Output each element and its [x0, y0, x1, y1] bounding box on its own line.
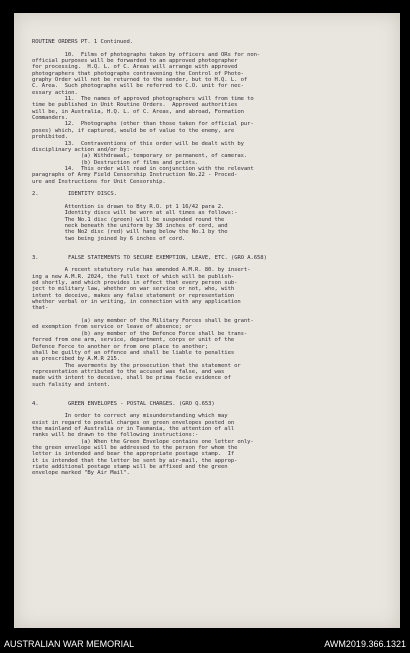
section-4-heading: GREEN ENVELOPES - POSTAL CHARGES. (GRO Q.653) [68, 400, 215, 407]
text-line: 14. This order will read in conjunction with the relevant [32, 165, 254, 172]
text-line: 11. The names of approved photographers will from time to [32, 96, 254, 103]
text-line: prohibited. [32, 134, 68, 141]
text-line: ed shortly, and which provides in effect that every person sub- [32, 280, 238, 287]
text-line: In order to correct any misunderstanding which may [32, 413, 228, 420]
section-4-number: 4. [32, 400, 39, 407]
text-line: representation attributed to the accused was false, and was [32, 368, 225, 375]
text-line: the No2 disc (red) will hang below the No.1 by the [32, 229, 228, 236]
text-line: two being joined by 6 inches of cord. [32, 235, 186, 242]
text-line: the green envelope will be addressed to the person for whom the [32, 445, 238, 451]
text-line: (a) Withdrawal, temporary or permanent, of cameras. [32, 153, 248, 160]
section-4-body [32, 413, 394, 476]
text-line: ject to military law, whether on war service or not, who, with [32, 286, 235, 293]
text-line: paragraphs of Army Field Censorship Instruction No.22 - Proced- [32, 172, 238, 179]
text-line: shall be guilty of an offence and shall be liable to penalties [32, 349, 235, 356]
text-line: official purposes will be forwarded to an approved photographer [32, 58, 238, 65]
section-1-paragraphs [32, 52, 394, 185]
text-line: disciplinary action and/or by:- [32, 146, 134, 153]
footer-institution: AUSTRALIAN WAR MEMORIAL [4, 639, 135, 649]
text-line: Defence Force to another or from one place to another; [32, 343, 209, 350]
text-line: for processing. H.Q. L. of C. Areas will arrange with approved [32, 64, 238, 71]
text-line: (a) any member of the Military Forces shall be grant- [32, 318, 254, 325]
section-3-heading: FALSE STATEMENTS TO SECURE EXEMPTION, LEAVE, ETC. (GRO A.658) [68, 254, 267, 261]
document-page [14, 13, 400, 628]
text-line: The averments by the prosecution that the statement or [32, 362, 241, 369]
text-line: time be published in Unit Routine Orders. Approved authorities [32, 102, 238, 109]
text-line: made with intent to deceive, shall be prima facie evidence of [32, 375, 231, 382]
text-line: ranks will be drawn to the following instructions:- [32, 432, 199, 439]
text-line: 12. Photographs (other than those taken for official pur- [32, 121, 254, 128]
text-line: (a) When the Green Envelope contains one letter only- [32, 438, 254, 445]
text-line: riate additional postage stamp will be affixed and the green [32, 464, 228, 471]
text-line: (b) Destruction of films and prints. [32, 159, 199, 166]
text-line: envelope marked "By Air Mail". [32, 470, 130, 477]
text-line: graphy Order will not be returned to the sender, but to H.Q. L. of [32, 77, 248, 84]
text-line: poses) which, if captured, would be of value to the enemy, are [32, 127, 235, 134]
footer-accession-number: AWM2019.366.1321 [324, 639, 406, 649]
text-line: whether verbal or in writing, in connection with any application [32, 299, 241, 306]
text-line: exist in regard to postal charges on green envelopes posted on [32, 419, 235, 426]
text-line: intent to deceive, makes any false statement or representation [32, 292, 235, 299]
section-2-number: 2. [32, 191, 39, 198]
text-line: the mainland of Australia or in Tasmania, the attention of all [32, 425, 235, 432]
text-line: will be, in Australia, H.Q. L. of C. Areas, and abroad, Formation [32, 108, 244, 115]
section-3-body [32, 267, 394, 388]
text-line: ure and Instructions for Unit Censorship. [32, 178, 166, 185]
text-line: Attention is drawn to Bty R.O. pt 1 16/42 para 2. [32, 203, 225, 210]
text-line: such falsity and intent. [32, 381, 111, 388]
text-line: letter is intended and bear the appropriate postage stamp. If [32, 451, 235, 458]
document-body [32, 39, 394, 477]
text-line: 13. Contraventions of this order will be dealt with by [32, 140, 244, 147]
text-line: C. Area. Such photographs will be referred to C.O. unit for nec- [32, 83, 244, 90]
text-line: as prescribed by A.M.R 215. [32, 356, 121, 363]
section-2-heading: IDENTITY DISCS. [68, 191, 117, 198]
text-line: Identity discs will be worn at all times as follows:- [32, 210, 238, 217]
section-2-body [32, 204, 394, 242]
text-line: that- [32, 305, 49, 312]
text-line: photographers that photographs contravening the Control of Photo- [32, 70, 244, 77]
text-line: ing a new A.M.R. 2024, the full text of which will be publish- [32, 273, 235, 280]
text-line: (b) any member of the Defence Force shall be trans- [32, 330, 248, 337]
text-line: Commanders. [32, 115, 68, 122]
text-line: it is intended that the letter be sent by air-mail, the approp- [32, 457, 238, 464]
text-line: ferred from one arm, service, department, corps or unit of the [32, 337, 235, 344]
footer-bar [0, 632, 410, 653]
text-line: 10. Films of photographs taken by officers and ORs for non- [32, 51, 261, 58]
section-3-number: 3. [32, 254, 39, 261]
text-line: neck beneath the uniform by 38 inches of cord, and [32, 222, 228, 229]
text-line: A recent statutory rule has amended A.M.R. 80. by insert- [32, 267, 251, 274]
text-line: The No.1 disc (green) will be suspended round the [32, 216, 225, 223]
page-title: ROUTINE ORDERS PT. 1 Continued. [32, 39, 134, 45]
text-line: essary action. [32, 89, 78, 96]
text-line: ed exemption from service or leave of absence; or [32, 324, 192, 331]
